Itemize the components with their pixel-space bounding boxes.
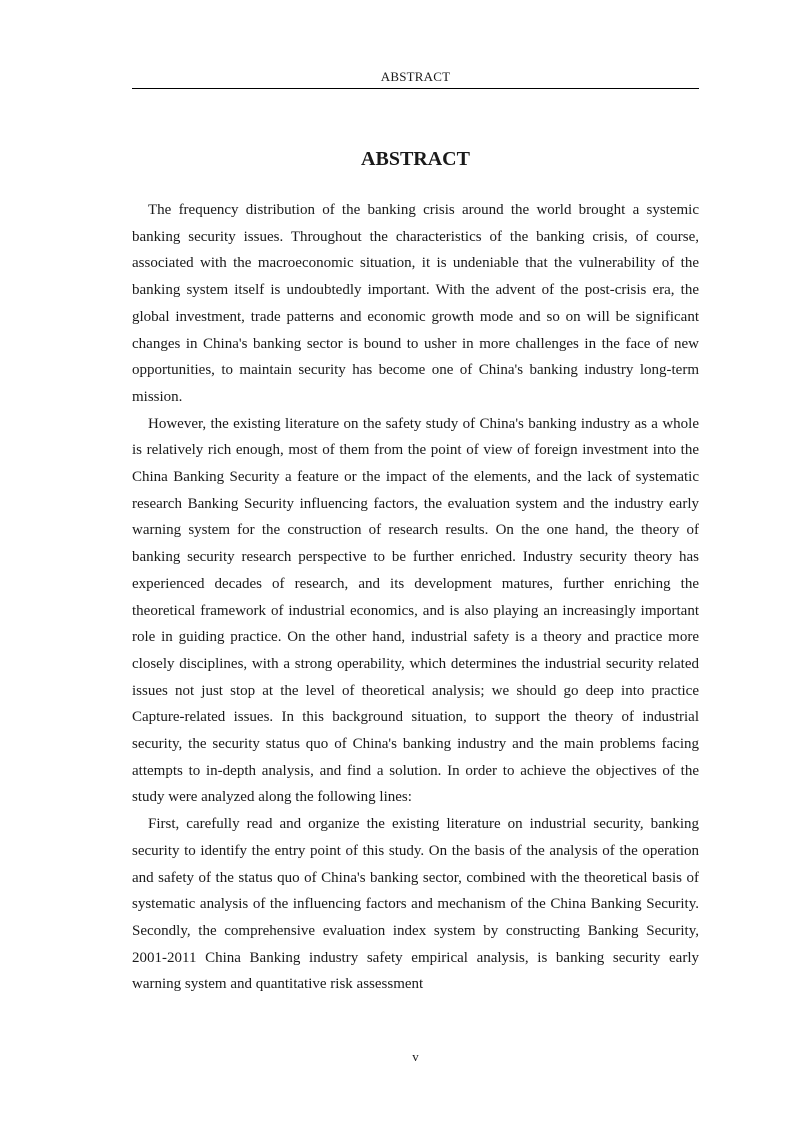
header-rule — [132, 88, 699, 89]
abstract-title: ABSTRACT — [361, 148, 470, 170]
page-number: v — [412, 1049, 419, 1064]
paragraph-1: The frequency distribution of the banking crisis around the world brought a systemic banking security issues. Throughout the characteristics of the banking crisis, of course, associated with the macroeconomic situation, it is undeniable that the vulnerability of the banking system itself is undoubtedly important. With the advent of the post-crisis era, the global investment, trade patterns and economic growth mode and so on will be significant changes in China's banking sector is bound to usher in more challenges in the face of new opportunities, to maintain security has become one of China's banking industry long-term mission. — [132, 202, 699, 405]
paragraph-3: First, carefully read and organize the existing literature on industrial security, banking security to identify the entry point of this study. On the basis of the analysis of the operation and safety of the status quo of China's banking sector, combined with the theoretical basis of systematic analysis of the influencing factors and mechanism of the China Banking Security. Secondly, the comprehensive evaluation index system by constructing Banking Security, 2001-2011 China Banking industry safety empirical analysis, is banking security early warning system and quantitative risk assessment — [132, 816, 699, 993]
running-header: ABSTRACT — [380, 69, 451, 84]
abstract-body — [132, 197, 699, 998]
paragraph-2: However, the existing literature on the safety study of China's banking industry as a whole is relatively rich enough, most of them from the point of view of foreign investment into the China Banking Security a feature or the impact of the elements, and the lack of systematic research Banking Security influencing factors, the evaluation system and the industry early warning system for the construction of research results. On the one hand, the theory of banking security research perspective to be further enriched. Industry security theory has experienced decades of research, and its development matures, further enriching the theoretical framework of industrial economics, and is also playing an increasingly important role in guiding practice. On the other hand, industrial safety is a theory and practice more closely disciplines, with a strong operability, which determines the industrial security related issues not just stop at the level of theoretical analysis; we should go deep into practice Capture-related issues. In this background situation, to support the theory of industrial security, the security status quo of China's banking industry and the main problems facing attempts to in-depth analysis, and find a solution. In order to achieve the objectives of the study were analyzed along the following lines: — [132, 415, 699, 806]
